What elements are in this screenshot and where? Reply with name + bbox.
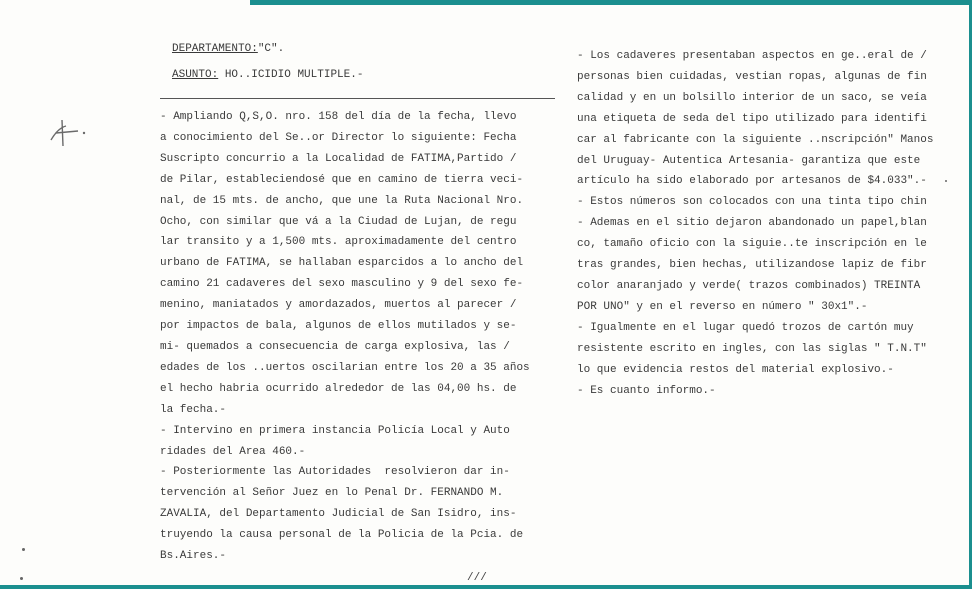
departamento-value: "C". [257, 43, 285, 55]
text-line: Bs.Aires.- [160, 550, 227, 563]
text-line: personas bien cuidadas, vestian ropas, algunas de fin [577, 70, 927, 83]
paper-speck [945, 180, 947, 182]
text-line: lo que evidencia restos del material explosivo.- [577, 363, 894, 376]
text-line: calidad y en un bolsillo interior de un saco, se veía [577, 91, 927, 104]
text-line: co, tamaño oficio con la siguie..te inscripción en le [577, 238, 927, 251]
text-line: ZAVALIA, del Departamento Judicial de San Isidro, ins- [160, 508, 517, 521]
asunto-label: ASUNTO: [172, 69, 219, 81]
text-line: tervención al Señor Juez en lo Penal Dr. FERNANDO M. [160, 487, 504, 500]
paragraph [160, 462, 560, 567]
asunto-line [172, 66, 560, 84]
paragraph [577, 318, 962, 381]
text-line: tras grandes, bien hechas, utilizandose lapiz de fibr [577, 259, 927, 272]
page-continuation-marker: /// [467, 572, 487, 584]
text-line: truyendo la causa personal de la Policia de la Pcia. de [160, 529, 524, 542]
paragraph [577, 381, 962, 402]
bottom-border [0, 585, 972, 589]
text-line: urbano de FATIMA, se hallaban esparcidos a lo ancho del [160, 257, 524, 270]
text-line: una etiqueta de seda del tipo utilizado para identifi [577, 112, 927, 125]
text-line: por impactos de bala, algunos de ellos mutilados y se- [160, 320, 517, 333]
paper-speck [22, 548, 25, 551]
asunto-value: HO..ICIDIO MULTIPLE.- [224, 69, 364, 81]
text-line: de Pilar, estableciendosé que en camino de tierra veci- [160, 173, 524, 186]
text-line: - Los cadaveres presentaban aspectos en ge..eral de / [577, 50, 927, 62]
text-line: - Es cuanto informo.- [577, 384, 716, 397]
departamento-label: DEPARTAMENTO: [172, 43, 258, 55]
text-line: resistente escrito en ingles, con las siglas " T.N.T" [577, 342, 927, 355]
text-line: car al fabricante con la siguiente ..nscripción" Manos [577, 133, 934, 146]
text-line: edades de los ..uertos oscilarian entre los 20 a 35 años [160, 361, 530, 374]
text-line: camino 21 cadaveres del sexo masculino y 9 del sexo fe- [160, 278, 524, 291]
paragraph [577, 192, 962, 213]
paper-speck [20, 577, 23, 580]
text-line: del Uruguay- Autentica Artesania- garantiza que este [577, 154, 921, 167]
text-line: la fecha.- [160, 403, 227, 416]
left-column [160, 40, 560, 567]
text-line: color anaranjado y verde( trazos combinados) TREINTA [577, 279, 921, 292]
text-line: Suscripto concurrio a la Localidad de FATIMA,Partido / [160, 152, 517, 165]
text-line: mi- quemados a consecuencia de carga explosiva, las / [160, 340, 510, 353]
paragraph [577, 213, 962, 318]
text-line: menino, maniatados y amordazados, muertos al parecer / [160, 299, 517, 312]
text-line: ridades del Area 460.- [160, 445, 306, 458]
departamento-line [172, 40, 560, 58]
top-border [250, 0, 972, 5]
text-line: lar transito y a 1,500 mts. aproximadamente del centro [160, 236, 517, 249]
paragraph [160, 421, 560, 463]
header-divider [160, 98, 555, 99]
right-paragraphs [577, 46, 962, 401]
text-line: a conocimiento del Se..or Director lo siguiente: Fecha [160, 131, 517, 144]
text-line: el hecho habria ocurrido alrededor de las 04,00 hs. de [160, 382, 517, 395]
text-line: artículo ha sido elaborado por artesanos de $4.033".- [577, 175, 927, 188]
text-line: - Ampliando Q,S,O. nro. 158 del día de la fecha, llevo [160, 111, 517, 123]
text-line: nal, de 15 mts. de ancho, que une la Ruta Nacional Nro. [160, 194, 524, 207]
text-line: - Posteriormente las Autoridades resolvieron dar in- [160, 466, 510, 479]
right-column [577, 46, 962, 401]
paragraph [160, 107, 560, 421]
text-line: - Intervino en primera instancia Policía Local y Auto [160, 424, 510, 437]
left-paragraphs [160, 107, 560, 567]
text-line: - Estos números son colocados con una tinta tipo chin [577, 196, 927, 209]
text-line: - Igualmente en el lugar quedó trozos de cartón muy [577, 321, 914, 334]
text-line: - Ademas en el sitio dejaron abandonado un papel,blan [577, 217, 927, 230]
text-line: POR UNO" y en el reverso en número " 30x1".- [577, 300, 868, 313]
text-line: Ocho, con similar que vá a la Ciudad de Lujan, de regu [160, 215, 517, 228]
paragraph [577, 46, 962, 192]
handwritten-mark-icon [48, 118, 88, 148]
